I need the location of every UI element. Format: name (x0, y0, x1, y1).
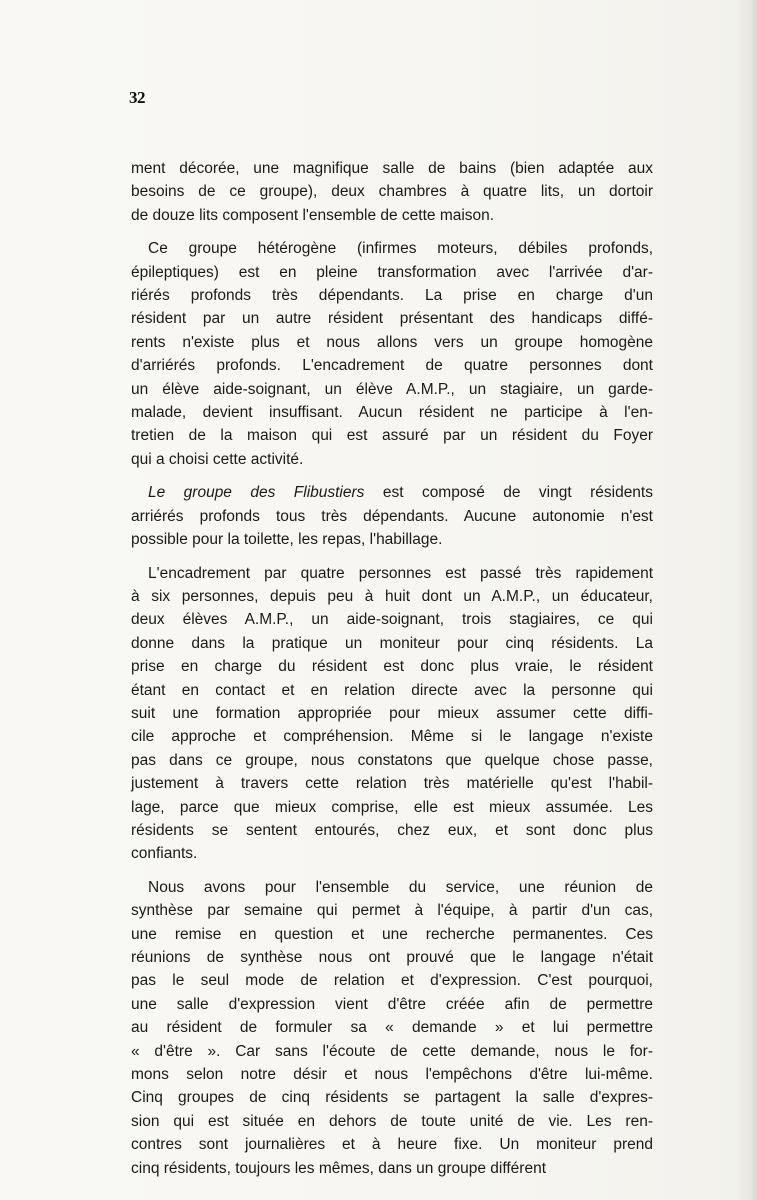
paragraph (131, 481, 653, 551)
text-line: confiants. (131, 845, 198, 863)
text-line: arriérés profonds tous très dépendants. Aucune autonomie n'est (131, 507, 653, 525)
text-line: donne dans la pratique un moniteur pour cinq résidents. La (131, 634, 653, 652)
paragraph (131, 876, 653, 1180)
text-line: synthèse par semaine qui permet à l'équipe, à partir d'un cas, (131, 902, 653, 920)
paragraph (131, 562, 653, 866)
text-line: tretien de la maison qui est assuré par un résident du Foyer (131, 427, 653, 445)
text-line: malade, devient insuffisant. Aucun résident ne participe à l'en- (131, 404, 653, 422)
text-line: une remise en question et une recherche permanentes. Ces (131, 925, 653, 943)
text-line: deux élèves A.M.P., un aide-soignant, trois stagiaires, ce qui (131, 611, 653, 629)
text-line: de douze lits composent l'ensemble de cette maison. (131, 206, 495, 224)
text-line: cile approche et compréhension. Même si le langage n'existe (131, 728, 653, 746)
text-line: pas dans ce groupe, nous constatons que quelque chose passe, (131, 751, 653, 769)
text-line: à six personnes, depuis peu à huit dont un A.M.P., un éducateur, (131, 587, 653, 605)
text-line: sion qui est située en dehors de toute unité de vie. Les ren- (131, 1112, 653, 1130)
paragraph (131, 157, 653, 227)
text-line: « d'être ». Car sans l'écoute de cette demande, nous le for- (131, 1042, 653, 1060)
text-line: possible pour la toilette, les repas, l'habillage. (131, 531, 443, 549)
text-line: mons selon notre désir et nous l'empêchons d'être lui-même. (131, 1066, 653, 1084)
text-line: étant en contact et en relation directe avec la personne qui (131, 681, 653, 699)
text-line: au résident de formuler sa « demande » et lui permettre (131, 1019, 653, 1037)
text-line: réunions de synthèse nous ont prouvé que le langage n'était (131, 949, 653, 966)
text-line: qui a choisi cette activité. (131, 450, 304, 468)
text-line: ment décorée, une magnifique salle de bains (bien adaptée aux (131, 160, 653, 177)
text-line: pas le seul mode de relation et d'expression. C'est pourquoi, (131, 972, 653, 990)
text-line: Ce groupe hétérogène (infirmes moteurs, débiles profonds, (148, 240, 653, 258)
text-line: prise en charge du résident est donc plus vraie, le résident (131, 658, 653, 676)
text-line: cinq résidents, toujours les mêmes, dans un groupe différent (131, 1159, 547, 1177)
page-number: 32 (129, 88, 145, 107)
text-line: L'encadrement par quatre personnes est passé très rapidement (148, 564, 653, 582)
text-line: Nous avons pour l'ensemble du service, une réunion de (148, 878, 653, 896)
text-line: riérés profonds très dépendants. La prise en charge d'un (131, 287, 653, 305)
text-line: Le groupe des Flibustiers est composé de vingt résidents (148, 484, 653, 502)
text-line: suit une formation appropriée pour mieux assumer cette diffi- (131, 704, 653, 722)
body-text (131, 157, 653, 1190)
text-line: justement à travers cette relation très matérielle qu'est l'habil- (131, 775, 653, 793)
page-edge-shadow (735, 0, 757, 1200)
italic-group-name: Le groupe des Flibustiers (148, 484, 365, 502)
text-line: besoins de ce groupe), deux chambres à quatre lits, un dortoir (131, 183, 653, 201)
text-line: résidents se sentent entourés, chez eux, et sont donc plus (131, 821, 653, 839)
text-line: Cinq groupes de cinq résidents se partagent la salle d'expres- (131, 1089, 653, 1107)
text-line: une salle d'expression vient d'être créée afin de permettre (131, 995, 653, 1013)
text-line: contres sont journalières et à heure fixe. Un moniteur prend (131, 1136, 653, 1154)
text-line: un élève aide-soignant, un élève A.M.P., un stagiaire, un garde- (131, 380, 653, 398)
text-line: épileptiques) est en pleine transformation avec l'arrivée d'ar- (131, 263, 653, 281)
text-line: d'arriérés profonds. L'encadrement de quatre personnes dont (131, 357, 653, 375)
text-line: lage, parce que mieux comprise, elle est mieux assumée. Les (131, 798, 653, 816)
text-line: rents n'existe plus et nous allons vers un groupe homogène (131, 333, 653, 351)
text-line: résident par un autre résident présentant des handicaps diffé- (131, 310, 653, 328)
paragraph (131, 237, 653, 471)
